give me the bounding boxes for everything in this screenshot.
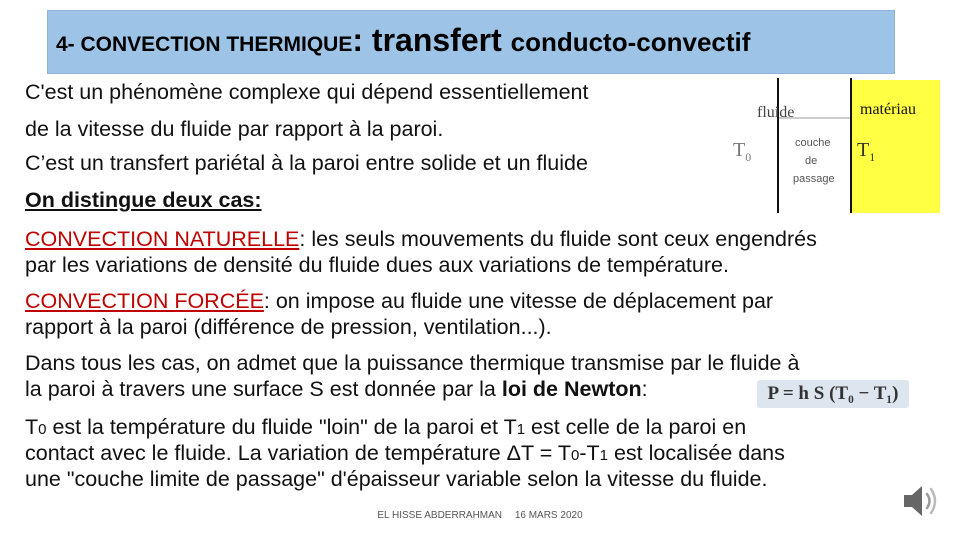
title-part3: conducto-convectif — [510, 27, 751, 57]
body-line-10 — [25, 376, 648, 402]
delta-t0-subscript: 0 — [571, 447, 580, 464]
slide-title — [56, 22, 750, 59]
footer-date: 16 MARS 2020 — [514, 510, 583, 521]
forced-convection-label: CONVECTION FORCÉE — [25, 289, 264, 313]
slide-footer — [0, 510, 960, 521]
newton-law: loi de Newton — [501, 377, 642, 401]
delta-t1-subscript: 1 — [599, 447, 608, 464]
delta-t1-symbol: -T — [579, 441, 600, 465]
line11-end: est celle de la paroi en — [525, 415, 747, 439]
layer-label-2: de — [805, 155, 818, 167]
body-line-13: une "couche limite de passage" d'épaisseur variable selon la vitesse du fluide. — [25, 467, 768, 491]
t1-subscript: 1 — [516, 421, 526, 438]
newton-formula: P = h S (T₀ − T₁) — [757, 380, 909, 408]
fluid-label: fluide — [757, 104, 795, 121]
line12-text: contact avec le fluide. La variation de température ΔT = T — [25, 441, 571, 465]
body-line-7 — [25, 288, 773, 314]
boundary-layer-figure — [733, 78, 940, 213]
speaker-icon[interactable] — [898, 478, 944, 524]
body-line-6: par les variations de densité du fluide dues aux variations de température. — [25, 253, 729, 277]
forced-convection-text: : on impose au fluide une vitesse de déplacement par — [263, 289, 774, 313]
newton-intro: la paroi à travers une surface S est donnée par la — [25, 377, 502, 401]
t1-figure-label: $T_1$ — [857, 139, 876, 164]
footer-author: EL HISSE ABDERRAHMAN — [377, 510, 503, 521]
layer-label-3: passage — [793, 173, 835, 185]
line12-end: est localisée dans — [607, 441, 785, 465]
body-line-8: rapport à la paroi (différence de pression, ventilation...). — [25, 315, 552, 339]
body-line-12 — [25, 440, 785, 469]
cases-heading: On distingue deux cas: — [25, 188, 262, 212]
body-line-1: C'est un phénomène complexe qui dépend essentiellement — [25, 80, 589, 104]
body-line-2: de la vitesse du fluide par rapport à la paroi. — [25, 117, 444, 141]
line11-text: est la température du fluide "loin" de la paroi et T — [46, 415, 517, 439]
title-part2: : transfert — [352, 22, 511, 58]
natural-convection-label: CONVECTION NATURELLE — [25, 227, 300, 251]
title-part1: 4- CONVECTION THERMIQUE — [56, 33, 353, 56]
material-label: matériau — [860, 101, 916, 118]
t0-subscript: 0 — [38, 421, 47, 438]
body-line-3: C’est un transfert pariétal à la paroi entre solide et un fluide — [25, 151, 588, 175]
newton-colon: : — [641, 377, 648, 401]
body-line-5 — [25, 226, 817, 252]
t0-symbol: T — [25, 415, 39, 439]
body-line-11 — [25, 414, 746, 443]
t0-figure-label: $T_0$ — [733, 139, 752, 164]
layer-label-1: couche — [795, 137, 831, 149]
natural-convection-text: : les seuls mouvements du fluide sont ceux engendrés — [299, 227, 817, 251]
body-line-9: Dans tous les cas, on admet que la puissance thermique transmise par le fluide à — [25, 351, 800, 375]
